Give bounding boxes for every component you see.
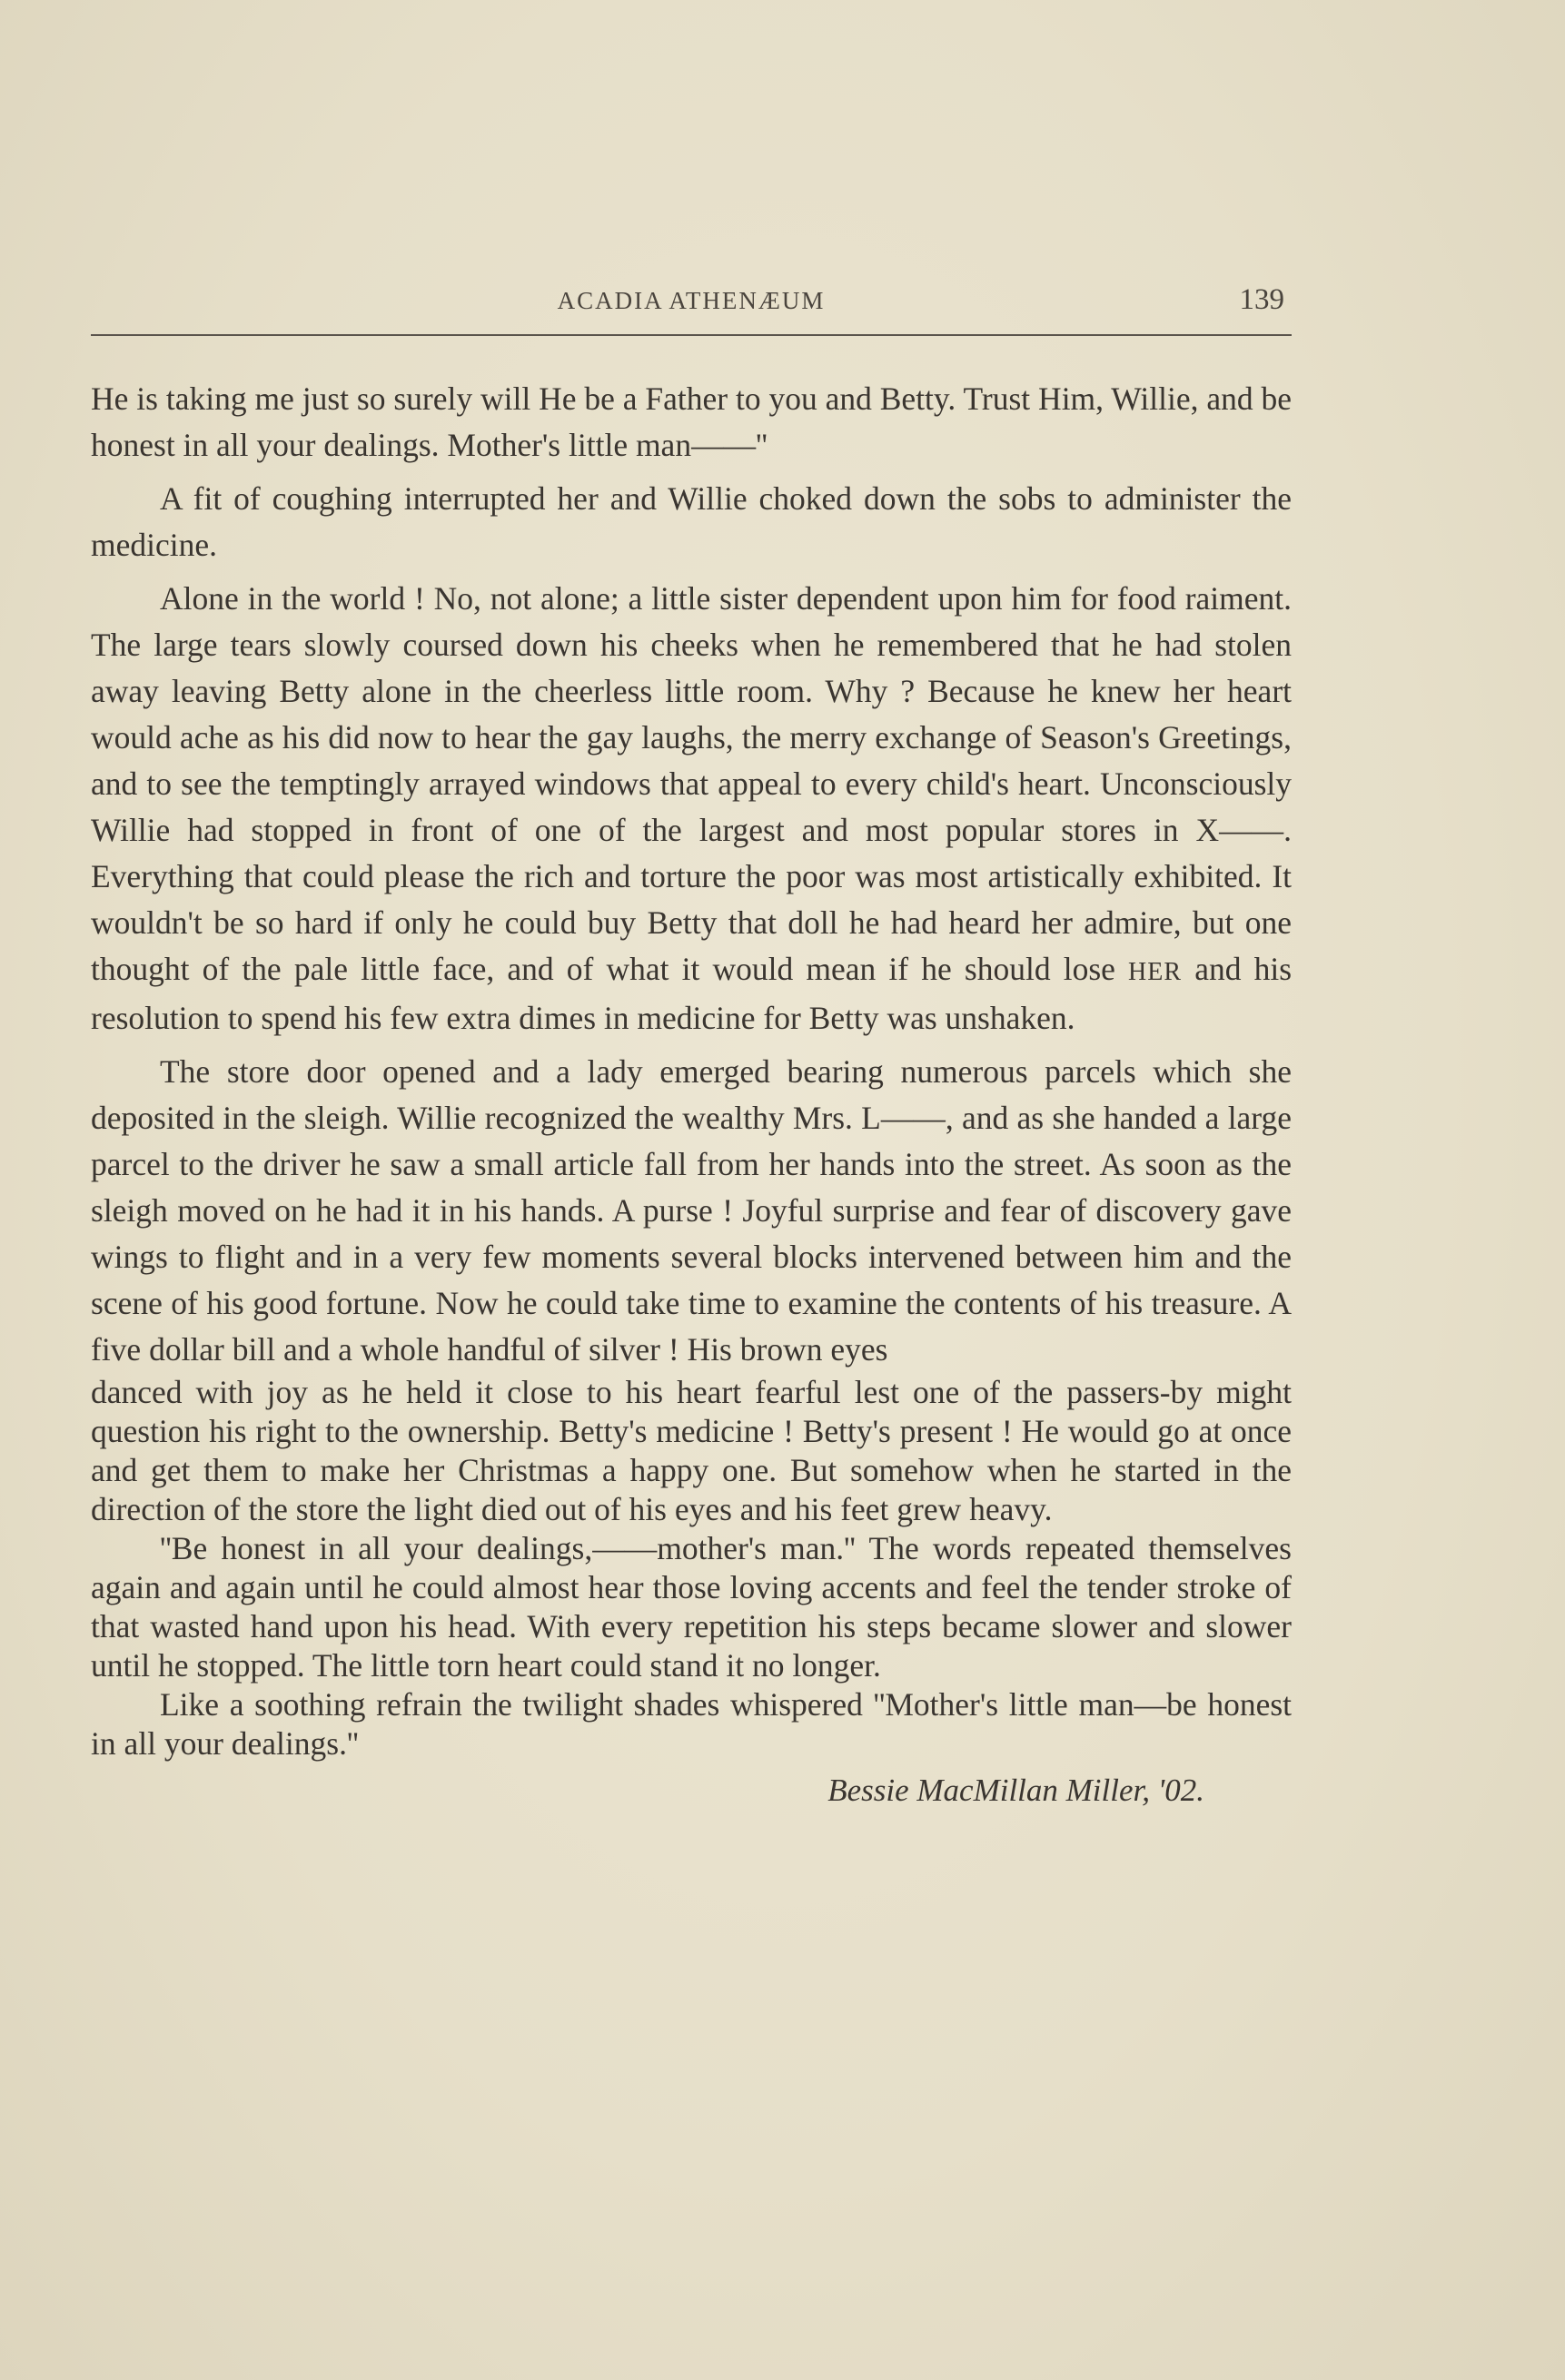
paragraph-6: Like a soothing refrain the twilight shades whispered ''Mother's little man—be honest in all your dealings.'' [91, 1686, 1292, 1762]
article-body [91, 376, 1292, 1763]
paragraph-2: A fit of coughing interrupted her and Willie choked down the sobs to administer the medicine. [91, 480, 1292, 563]
paragraph-4: The store door opened and a lady emerged bearing numerous parcels which she deposited in the sleigh. Willie recognized the wealthy Mrs. L——, and as she handed a large parcel to the driver he saw a small article fall from her hands into the street. As soon as the sleigh moved on he had it in his hands. A purse ! Joyful surprise and fear of discovery gave wings to flight and in a very few moments several blocks intervened between him and the scene of his good fortune. Now he could take time to examine the contents of his treasure. A five dollar bill and a whole handful of silver ! His brown eyes [91, 1053, 1292, 1368]
page-number: 139 [1239, 283, 1284, 316]
paragraph-3-text: Alone in the world ! No, not alone; a little sister dependent upon him for food raiment. The large tears slowly coursed down his cheeks when he remembered that he had stolen away leaving Betty alone in the cheerless little room. Why ? Because he knew her heart would ache as his did now to hear the gay laughs, the merry exchange of Season's Greetings, and to see the temptingly arrayed windows that appeal to every child's heart. Unconsciously Willie had stopped in front of one of the largest and most popular stores in X——. Everything that could please the rich and torture the poor was most artistically exhibited. It wouldn't be so hard if only he could buy Betty that doll he had heard her admire, but one thought of the pale little face, and of what it would mean if he should lose [91, 580, 1292, 987]
paragraph-4-continued: danced with joy as he held it close to his heart fearful lest one of the passers-by might question his right to the ownership. Betty's medicine ! Betty's present ! He would go at once and get them to make her Christmas a happy one. But somehow when he started in the direction of the store the light died out of his eyes and his feet grew heavy. [91, 1374, 1292, 1527]
emphasis-word: HER [1128, 958, 1183, 986]
author-signature: Bessie MacMillan Miller, '02. [827, 1773, 1204, 1808]
running-header [91, 283, 1292, 338]
page [91, 283, 1293, 1812]
paragraph-1: He is taking me just so surely will He be a Father to you and Betty. Trust Him, Willie, and be honest in all your dealings. Mother's little man——'' [91, 380, 1292, 463]
paragraph-5: ''Be honest in all your dealings,——mother's man.'' The words repeated themselves again and again until he could almost hear those loving accents and feel the tender stroke of that wasted hand upon his head. With every repetition his steps became slower and slower until he stopped. The little torn heart could stand it no longer. [91, 1530, 1292, 1684]
paragraph-3 [91, 576, 1292, 1042]
journal-title: ACADIA ATHENÆUM [557, 287, 826, 314]
header-rule [91, 334, 1292, 336]
paragraph-3-end: and his resolution to spend his few extra dimes in medicine for Betty was unshaken. [91, 951, 1293, 1036]
